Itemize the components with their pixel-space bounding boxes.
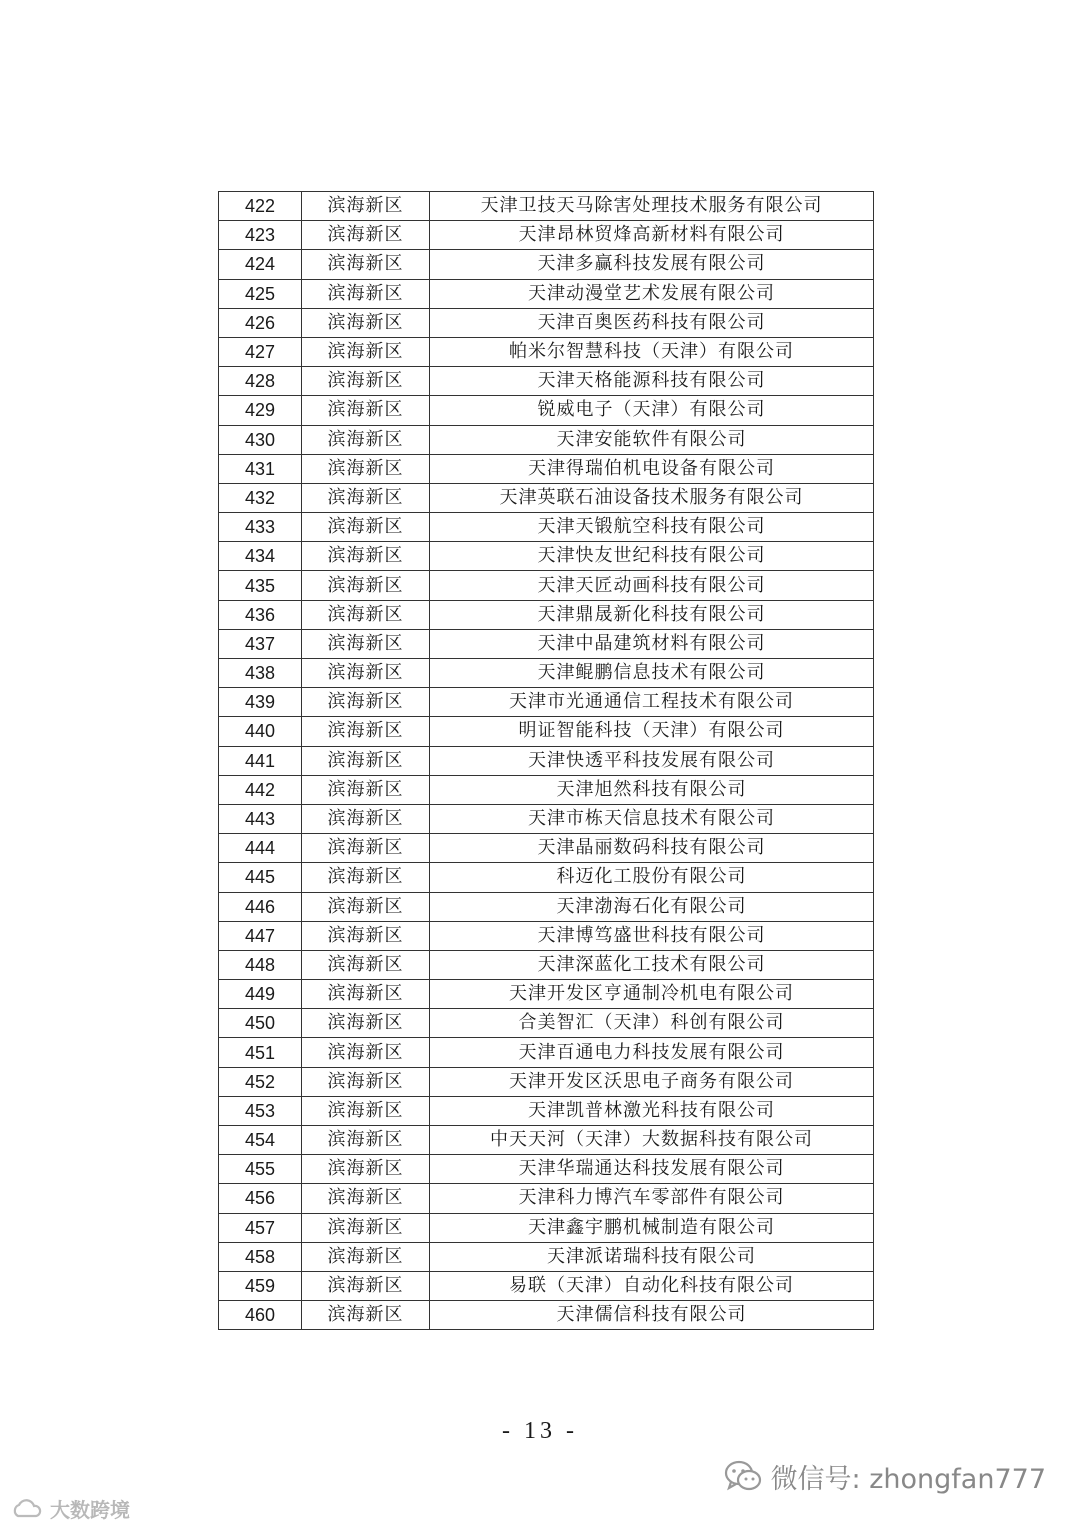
row-district: 滨海新区: [302, 192, 430, 221]
row-company-name: 天津鑫宇鹏机械制造有限公司: [430, 1213, 874, 1242]
table-row: [219, 250, 874, 279]
row-number: 436: [219, 600, 302, 629]
table-row: [219, 921, 874, 950]
row-number: 425: [219, 279, 302, 308]
row-number: 435: [219, 571, 302, 600]
table-row: [219, 1213, 874, 1242]
row-district: 滨海新区: [302, 892, 430, 921]
table-row: [219, 863, 874, 892]
table-row: [219, 1242, 874, 1271]
row-number: 448: [219, 950, 302, 979]
row-district: 滨海新区: [302, 337, 430, 366]
row-district: 滨海新区: [302, 921, 430, 950]
row-company-name: 天津卫技天马除害处理技术服务有限公司: [430, 192, 874, 221]
wechat-icon: [723, 1456, 763, 1496]
table-row: [219, 1096, 874, 1125]
table-row: [219, 454, 874, 483]
row-district: 滨海新区: [302, 1155, 430, 1184]
row-district: 滨海新区: [302, 1096, 430, 1125]
row-company-name: 天津儒信科技有限公司: [430, 1301, 874, 1330]
table-row: [219, 980, 874, 1009]
row-company-name: 天津博笃盛世科技有限公司: [430, 921, 874, 950]
corner-watermark: [10, 1494, 130, 1523]
table-row: [219, 221, 874, 250]
row-company-name: 天津开发区沃思电子商务有限公司: [430, 1067, 874, 1096]
row-number: 451: [219, 1038, 302, 1067]
corner-watermark-text: 大数跨境: [50, 1498, 130, 1522]
row-district: 滨海新区: [302, 513, 430, 542]
row-number: 459: [219, 1271, 302, 1300]
company-table-body: [219, 192, 874, 1330]
row-company-name: 天津动漫堂艺术发展有限公司: [430, 279, 874, 308]
row-company-name: 天津百奥医药科技有限公司: [430, 308, 874, 337]
row-company-name: 天津鲲鹏信息技术有限公司: [430, 659, 874, 688]
row-company-name: 天津鼎晟新化科技有限公司: [430, 600, 874, 629]
cloud-logo-icon: [10, 1497, 44, 1521]
table-row: [219, 425, 874, 454]
row-number: 452: [219, 1067, 302, 1096]
row-district: 滨海新区: [302, 1126, 430, 1155]
table-row: [219, 1126, 874, 1155]
row-number: 424: [219, 250, 302, 279]
row-company-name: 天津多赢科技发展有限公司: [430, 250, 874, 279]
row-number: 445: [219, 863, 302, 892]
row-number: 460: [219, 1301, 302, 1330]
row-district: 滨海新区: [302, 250, 430, 279]
table-row: [219, 192, 874, 221]
table-row: [219, 892, 874, 921]
row-district: 滨海新区: [302, 454, 430, 483]
table-row: [219, 308, 874, 337]
table-row: [219, 513, 874, 542]
row-number: 443: [219, 804, 302, 833]
table-row: [219, 950, 874, 979]
table-row: [219, 688, 874, 717]
row-district: 滨海新区: [302, 571, 430, 600]
row-company-name: 天津华瑞通达科技发展有限公司: [430, 1155, 874, 1184]
row-company-name: 天津天匠动画科技有限公司: [430, 571, 874, 600]
table-row: [219, 1155, 874, 1184]
row-company-name: 天津派诺瑞科技有限公司: [430, 1242, 874, 1271]
wechat-watermark: [723, 1456, 1046, 1496]
row-number: 455: [219, 1155, 302, 1184]
table-row: [219, 775, 874, 804]
row-number: 444: [219, 834, 302, 863]
row-number: 450: [219, 1009, 302, 1038]
table-row: [219, 279, 874, 308]
row-district: 滨海新区: [302, 1213, 430, 1242]
row-number: 437: [219, 629, 302, 658]
table-row: [219, 367, 874, 396]
row-district: 滨海新区: [302, 863, 430, 892]
row-company-name: 帕米尔智慧科技（天津）有限公司: [430, 337, 874, 366]
row-district: 滨海新区: [302, 804, 430, 833]
row-company-name: 天津百通电力科技发展有限公司: [430, 1038, 874, 1067]
row-company-name: 天津中晶建筑材料有限公司: [430, 629, 874, 658]
row-number: 440: [219, 717, 302, 746]
row-company-name: 天津科力博汽车零部件有限公司: [430, 1184, 874, 1213]
row-number: 447: [219, 921, 302, 950]
table-row: [219, 542, 874, 571]
row-number: 422: [219, 192, 302, 221]
row-district: 滨海新区: [302, 1067, 430, 1096]
row-number: 442: [219, 775, 302, 804]
row-company-name: 天津昂林贸烽高新材料有限公司: [430, 221, 874, 250]
row-company-name: 天津深蓝化工技术有限公司: [430, 950, 874, 979]
table-row: [219, 717, 874, 746]
row-number: 429: [219, 396, 302, 425]
row-district: 滨海新区: [302, 1301, 430, 1330]
row-company-name: 天津英联石油设备技术服务有限公司: [430, 483, 874, 512]
table-row: [219, 1301, 874, 1330]
table-row: [219, 396, 874, 425]
table-row: [219, 659, 874, 688]
row-district: 滨海新区: [302, 425, 430, 454]
row-company-name: 科迈化工股份有限公司: [430, 863, 874, 892]
row-number: 441: [219, 746, 302, 775]
row-number: 426: [219, 308, 302, 337]
table-row: [219, 834, 874, 863]
row-company-name: 天津市栋天信息技术有限公司: [430, 804, 874, 833]
table-row: [219, 1067, 874, 1096]
row-district: 滨海新区: [302, 629, 430, 658]
row-number: 446: [219, 892, 302, 921]
row-number: 423: [219, 221, 302, 250]
row-company-name: 天津开发区亨通制冷机电有限公司: [430, 980, 874, 1009]
row-company-name: 天津得瑞伯机电设备有限公司: [430, 454, 874, 483]
row-company-name: 天津快友世纪科技有限公司: [430, 542, 874, 571]
row-number: 454: [219, 1126, 302, 1155]
row-district: 滨海新区: [302, 659, 430, 688]
row-number: 439: [219, 688, 302, 717]
row-company-name: 明证智能科技（天津）有限公司: [430, 717, 874, 746]
row-number: 432: [219, 483, 302, 512]
wechat-id-text: 微信号: zhongfan777: [770, 1463, 1046, 1495]
row-district: 滨海新区: [302, 746, 430, 775]
row-number: 431: [219, 454, 302, 483]
row-district: 滨海新区: [302, 600, 430, 629]
row-district: 滨海新区: [302, 1271, 430, 1300]
row-company-name: 锐威电子（天津）有限公司: [430, 396, 874, 425]
table-row: [219, 483, 874, 512]
row-number: 428: [219, 367, 302, 396]
table-row: [219, 629, 874, 658]
row-number: 456: [219, 1184, 302, 1213]
row-district: 滨海新区: [302, 279, 430, 308]
row-number: 438: [219, 659, 302, 688]
row-company-name: 易联（天津）自动化科技有限公司: [430, 1271, 874, 1300]
row-district: 滨海新区: [302, 542, 430, 571]
row-number: 434: [219, 542, 302, 571]
row-company-name: 合美智汇（天津）科创有限公司: [430, 1009, 874, 1038]
row-district: 滨海新区: [302, 308, 430, 337]
row-number: 427: [219, 337, 302, 366]
row-company-name: 天津快透平科技发展有限公司: [430, 746, 874, 775]
row-district: 滨海新区: [302, 950, 430, 979]
row-district: 滨海新区: [302, 717, 430, 746]
row-company-name: 天津安能软件有限公司: [430, 425, 874, 454]
row-company-name: 天津渤海石化有限公司: [430, 892, 874, 921]
table-row: [219, 1009, 874, 1038]
row-number: 449: [219, 980, 302, 1009]
row-district: 滨海新区: [302, 396, 430, 425]
table-row: [219, 337, 874, 366]
row-company-name: 天津市光通通信工程技术有限公司: [430, 688, 874, 717]
table-row: [219, 600, 874, 629]
page-number: - 13 -: [502, 1418, 578, 1444]
row-district: 滨海新区: [302, 1242, 430, 1271]
table-row: [219, 804, 874, 833]
row-company-name: 天津旭然科技有限公司: [430, 775, 874, 804]
row-district: 滨海新区: [302, 1184, 430, 1213]
row-company-name: 天津天格能源科技有限公司: [430, 367, 874, 396]
row-company-name: 天津晶丽数码科技有限公司: [430, 834, 874, 863]
table-row: [219, 1271, 874, 1300]
row-district: 滨海新区: [302, 483, 430, 512]
row-district: 滨海新区: [302, 980, 430, 1009]
row-number: 457: [219, 1213, 302, 1242]
row-number: 458: [219, 1242, 302, 1271]
row-district: 滨海新区: [302, 1009, 430, 1038]
row-number: 430: [219, 425, 302, 454]
row-district: 滨海新区: [302, 688, 430, 717]
table-row: [219, 1038, 874, 1067]
row-number: 433: [219, 513, 302, 542]
row-district: 滨海新区: [302, 834, 430, 863]
table-row: [219, 571, 874, 600]
row-company-name: 天津天锻航空科技有限公司: [430, 513, 874, 542]
row-district: 滨海新区: [302, 367, 430, 396]
row-company-name: 中天天河（天津）大数据科技有限公司: [430, 1126, 874, 1155]
table-row: [219, 746, 874, 775]
row-number: 453: [219, 1096, 302, 1125]
row-company-name: 天津凯普林激光科技有限公司: [430, 1096, 874, 1125]
table-row: [219, 1184, 874, 1213]
row-district: 滨海新区: [302, 221, 430, 250]
row-district: 滨海新区: [302, 1038, 430, 1067]
company-table: [218, 191, 874, 1330]
row-district: 滨海新区: [302, 775, 430, 804]
